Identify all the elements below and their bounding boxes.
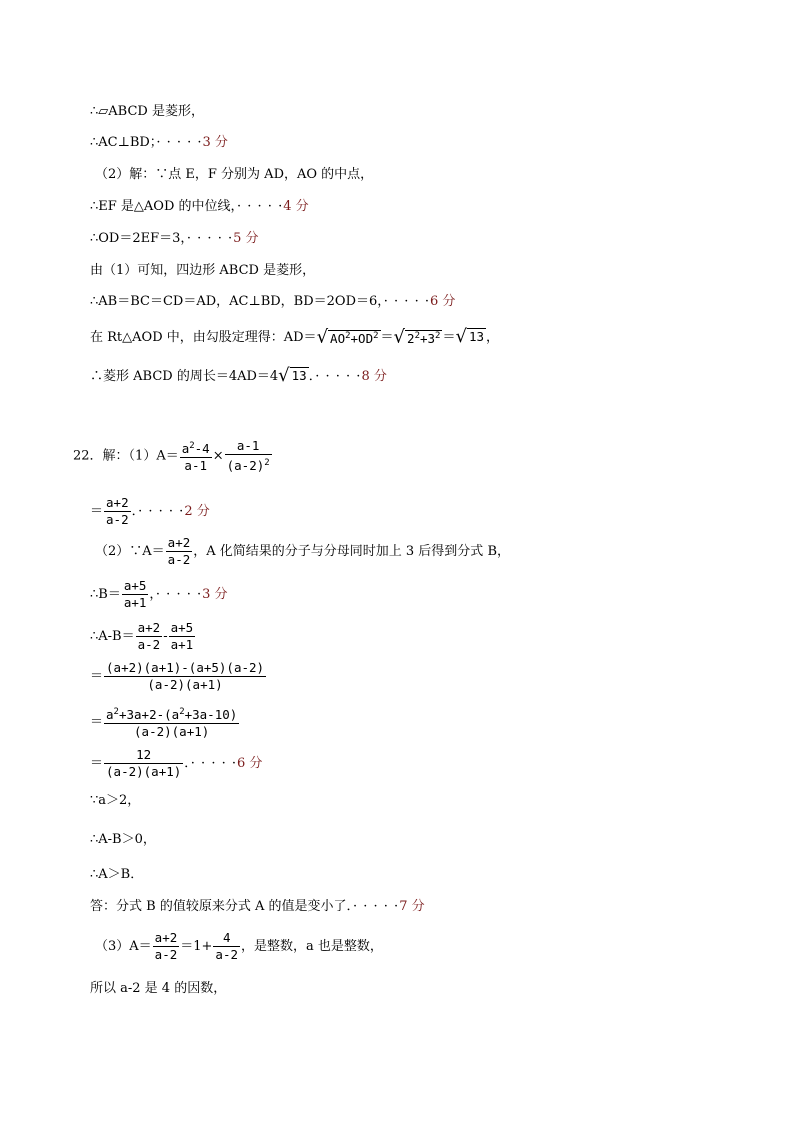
q22-step1: ＝ $\frac{(a+2)(a+1)-(a+5)(a-2)}{(a-2)(a+1)}$	[90, 660, 265, 692]
line-ac-perp-bd: ∴AC⊥BD；· · · · ·3 分	[90, 135, 228, 150]
score: 2 分	[184, 504, 210, 519]
score: 3 分	[202, 587, 228, 602]
score: 6 分	[237, 756, 263, 771]
fraction: $\frac{a-1}{(a-2)^2}$	[226, 438, 270, 474]
q22-positive: ∴A-B＞0，	[90, 832, 156, 847]
score: 8 分	[361, 368, 387, 384]
q22-simplified: ＝ $\frac{a+2}{a-2}$ ．· · · · ·2 分	[90, 495, 210, 527]
q22-step2: ＝ $\frac{a^2+3a+2-(a^2+3a-10)}{(a-2)(a+1)}$	[90, 704, 240, 740]
fraction: $\frac{4}{a-2}$	[215, 930, 238, 962]
score: 4 分	[283, 199, 309, 214]
fraction: $\frac{a+5}{a+1}$	[170, 620, 194, 652]
score: 5 分	[233, 231, 259, 246]
sqrt-expression: √ $AO^2+OD^2$	[316, 326, 379, 348]
fraction: $\frac{(a+2)(a+1)-(a+5)(a-2)}{(a-2)(a+1)}$	[106, 660, 265, 692]
q22-part3: （3）A＝ $\frac{a+2}{a-2}$ ＝1+ $\frac{4}{a-2}$ ，是整数，a 也是整数，	[95, 930, 383, 962]
fraction: $\frac{12}{(a-2)(a+1)}$	[106, 747, 182, 779]
q22-b-value: ∴B＝ $\frac{a+5}{a+1}$ ，· · · · ·3 分	[90, 578, 228, 610]
line-perimeter: ∴菱形 ABCD 的周长＝4AD＝4√ 13 ．· · · · ·8 分	[90, 365, 387, 386]
fraction: $\frac{a+2}{a-2}$	[137, 620, 161, 652]
fraction: $\frac{a+2}{a-2}$	[106, 495, 129, 527]
fraction: $\frac{a+2}{a-2}$	[154, 930, 178, 962]
q22-step3: ＝ $\frac{12}{(a-2)(a+1)}$ ．· · · · ·6 分	[90, 747, 263, 779]
line-equal-sides: ∴AB＝BC＝CD＝AD，AC⊥BD，BD＝2OD＝6，· · · · ·6 分	[90, 294, 456, 309]
q22-answer: 答：分式 B 的值较原来分式 A 的值是变小了．· · · · ·7 分	[90, 899, 425, 914]
q22-factor: 所以 a-2 是 4 的因数，	[90, 981, 227, 996]
sqrt-expression: √ 13	[455, 326, 485, 348]
line-midline: ∴EF 是△AOD 的中位线，· · · · ·4 分	[90, 199, 309, 214]
sqrt-expression: √ 13	[278, 365, 307, 386]
score: 7 分	[399, 899, 425, 914]
fraction: $\frac{a+5}{a+1}$	[123, 578, 147, 610]
score: 6 分	[429, 294, 456, 309]
q22-difference: ∴A-B＝ $\frac{a+2}{a-2}$ - $\frac{a+5}{a+1}$	[90, 620, 194, 652]
line-pythagoras: 在 Rt△AOD 中，由勾股定理得：AD＝√ $AO^2+OD^2$ ＝√ $2^2+3^2$ ＝√ 13 ，	[90, 326, 500, 348]
fraction: $\frac{a^2+3a+2-(a^2+3a-10)}{(a-2)(a+1)}$	[104, 704, 239, 740]
q22-compare: ∴A＞B．	[90, 867, 144, 882]
fraction: $\frac{a^2-4}{a-1}$	[180, 438, 212, 474]
sqrt-expression: √ $2^2+3^2$	[393, 326, 441, 348]
line-od: ∴OD＝2EF＝3，· · · · ·5 分	[90, 231, 259, 246]
q22-part1: 22．解：（1）A＝ $\frac{a^2-4}{a-1}$ × $\frac{a-1}{(a-2)^2}$	[73, 438, 270, 474]
q22-cond: ∵a＞2，	[90, 793, 141, 808]
q22-part2-intro: （2）∵A＝ $\frac{a+2}{a-2}$ ，A 化简结果的分子与分母同时加上 3 后得到分式 B，	[95, 535, 510, 567]
line-rhombus-conclusion: ∴▱ABCD 是菱形，	[90, 104, 204, 119]
score: 3 分	[202, 135, 228, 150]
line-part2-intro: （2）解：∵点 E，F 分别为 AD，AO 的中点，	[95, 167, 374, 182]
fraction: $\frac{a+2}{a-2}$	[167, 535, 191, 567]
line-from-part1: 由（1）可知，四边形 ABCD 是菱形，	[90, 263, 316, 278]
